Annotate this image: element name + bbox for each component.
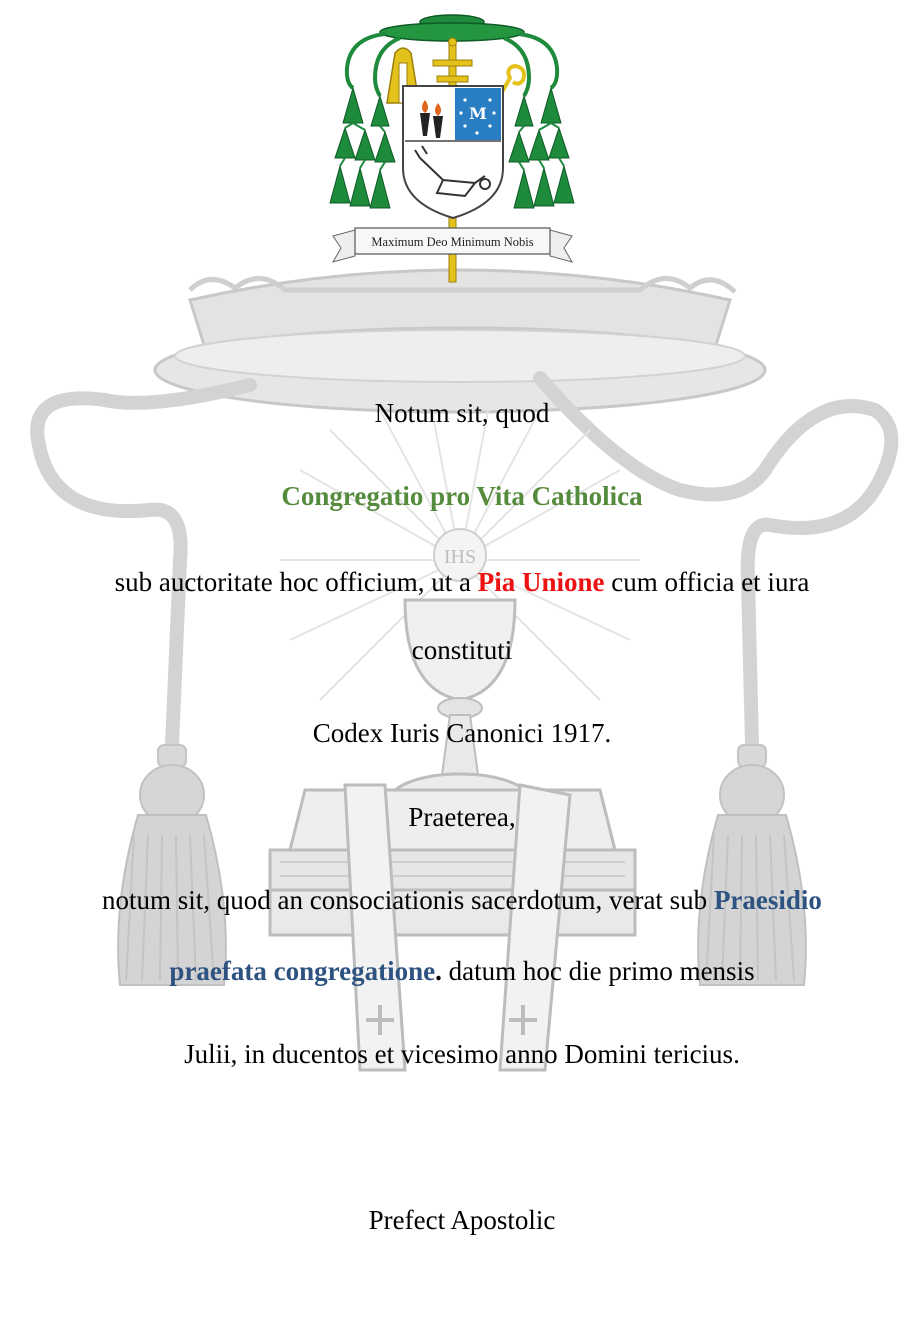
watermark-host-lettering: IHS xyxy=(443,546,477,568)
codex-line: Codex Iuris Canonici 1917. xyxy=(312,718,612,748)
authority-line xyxy=(0,564,924,600)
watermark-tassel-right xyxy=(698,745,806,985)
date-text: datum hoc die primo mensis xyxy=(441,956,755,986)
congregation-name: Congregatio pro Vita Catholica xyxy=(281,481,643,511)
constituted-line: constituti xyxy=(411,635,513,665)
coat-of-arms xyxy=(325,8,580,286)
shield-icon xyxy=(403,86,503,218)
highlight-period: . xyxy=(435,956,442,986)
year-line: Julii, in ducentos et vicesimo anno Domini tericius. xyxy=(184,1039,740,1069)
signature-title: Prefect Apostolic xyxy=(368,1205,556,1235)
pia-unione-highlight: Pia Unione xyxy=(477,567,605,597)
notice-line xyxy=(0,882,924,918)
congregation-highlight: praefata congregatione xyxy=(169,956,436,986)
marian-monogram-icon: M xyxy=(469,104,487,123)
praesidio-highlight: Praesidio xyxy=(713,885,822,915)
authority-text-before: sub auctoritate hoc officium, ut a xyxy=(114,567,478,597)
notice-text-before: notum sit, quod an consociationis sacerdotum, verat sub xyxy=(102,885,714,915)
watermark-tassel-left xyxy=(118,745,226,985)
authority-text-after: cum officia et iura xyxy=(604,567,810,597)
motto-text: Maximum Deo Minimum Nobis xyxy=(371,235,534,249)
date-line xyxy=(0,953,924,989)
opening-line: Notum sit, quod xyxy=(374,398,550,428)
praeterea-line: Praeterea, xyxy=(408,802,516,832)
